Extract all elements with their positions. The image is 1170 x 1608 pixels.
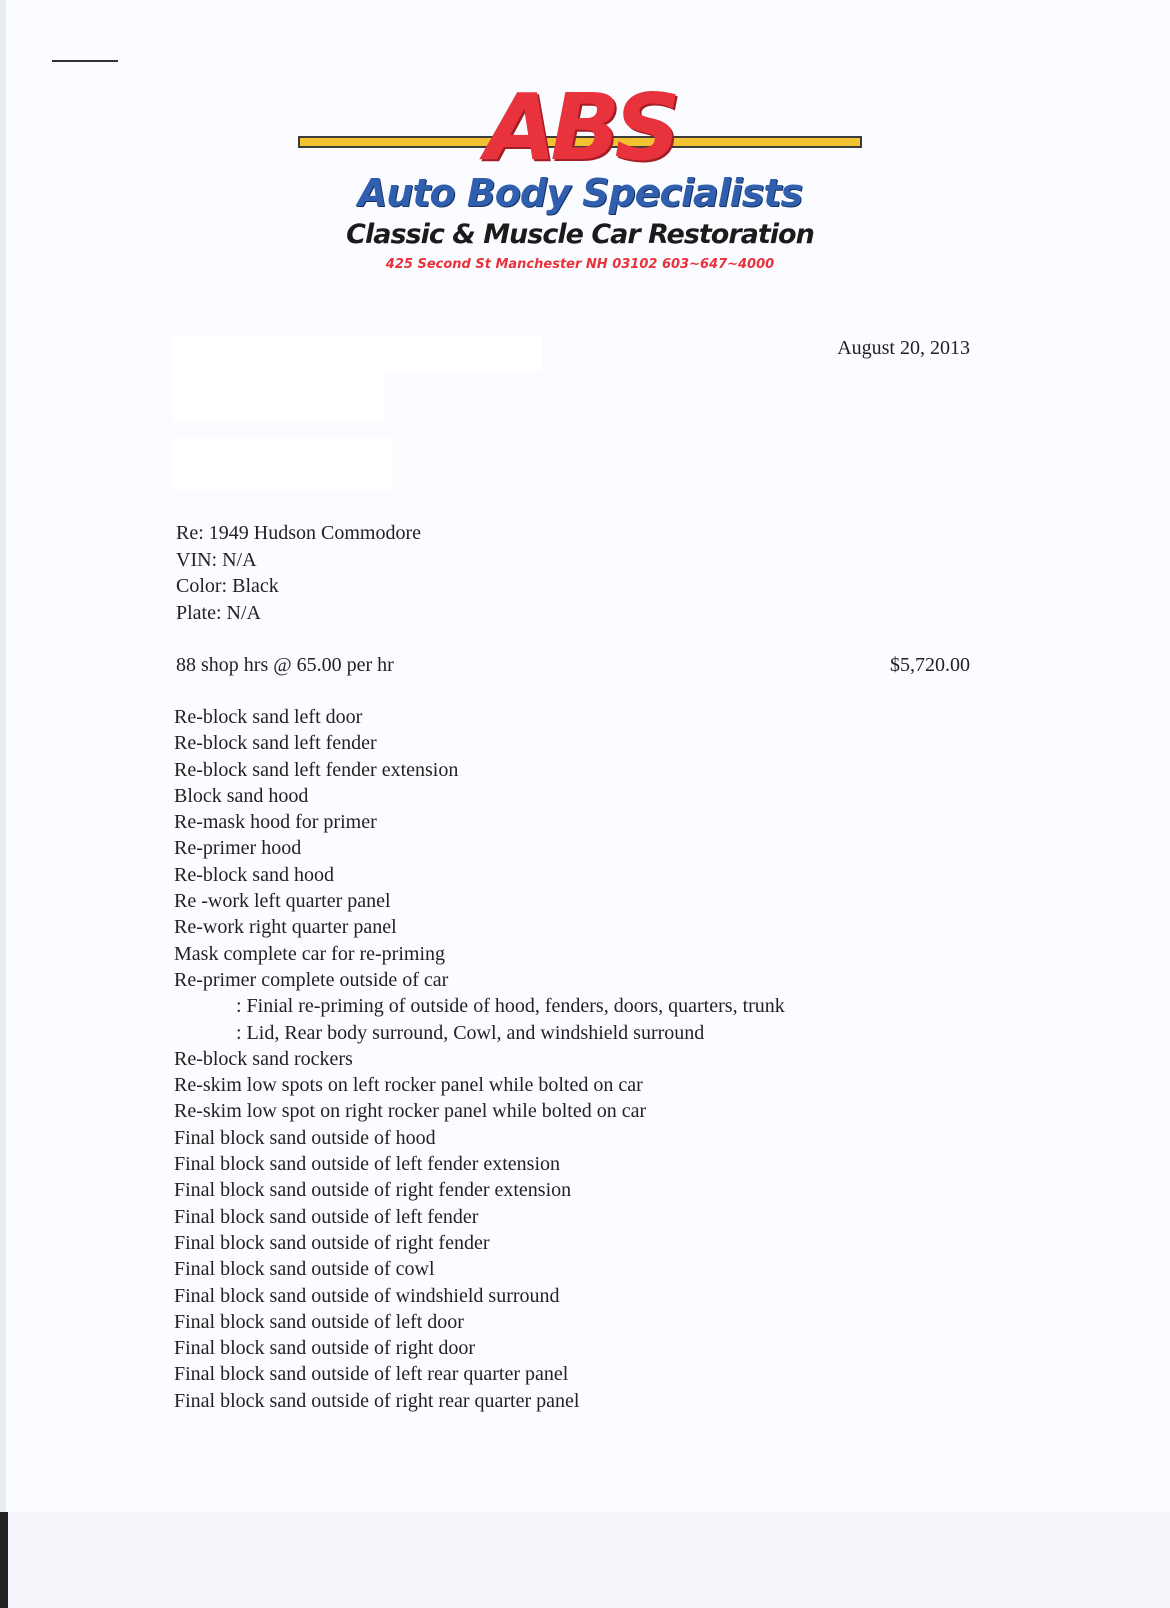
- work-item: Re-primer complete outside of car: [174, 968, 449, 991]
- scan-edge-left: [0, 0, 6, 1608]
- work-items-list: [174, 704, 894, 1414]
- vehicle-info: [176, 520, 776, 626]
- work-item: Final block sand outside of left door: [174, 1310, 464, 1333]
- vehicle-vin: VIN: N/A: [176, 548, 257, 571]
- work-item: Final block sand outside of hood: [174, 1126, 436, 1149]
- work-item: Final block sand outside of left fender extension: [174, 1153, 561, 1176]
- work-item: Block sand hood: [174, 784, 309, 807]
- work-item: Mask complete car for re-priming: [174, 942, 446, 965]
- work-item: Final block sand outside of right fender: [174, 1231, 490, 1254]
- work-item: Final block sand outside of right fender extension: [174, 1179, 572, 1202]
- work-item: Re-mask hood for primer: [174, 811, 377, 834]
- corner-mark: [52, 60, 118, 62]
- work-item: Re-primer hood: [174, 837, 302, 860]
- work-item: Final block sand outside of right rear quarter panel: [174, 1389, 580, 1412]
- redacted-recipient-line-3: [172, 438, 392, 490]
- work-item: Re-block sand left fender: [174, 732, 377, 755]
- redacted-recipient-line-1: [172, 335, 542, 371]
- work-item: Re-block sand rockers: [174, 1047, 353, 1070]
- work-item: : Lid, Rear body surround, Cowl, and windshield surround: [236, 1021, 705, 1044]
- work-item: Re-work right quarter panel: [174, 916, 397, 939]
- vehicle-plate: Plate: N/A: [176, 601, 261, 624]
- logo-tagline: Classic & Muscle Car Restoration: [346, 219, 814, 250]
- scan-edge-bottom: [0, 1512, 1170, 1608]
- work-item: Final block sand outside of left fender: [174, 1205, 479, 1228]
- work-item: Final block sand outside of windshield surround: [174, 1284, 560, 1307]
- work-item: Final block sand outside of left rear quarter panel: [174, 1363, 569, 1386]
- vehicle-color: Color: Black: [176, 575, 279, 597]
- logo-abs-text: ABS: [485, 74, 675, 181]
- work-item: Re -work left quarter panel: [174, 890, 391, 913]
- work-item: Re-block sand left door: [174, 706, 363, 728]
- work-item: Re-block sand hood: [174, 863, 334, 886]
- work-item: Final block sand outside of cowl: [174, 1258, 435, 1281]
- work-item: Re-block sand left fender extension: [174, 758, 459, 781]
- labor-description: 88 shop hrs @ 65.00 per hr: [176, 654, 394, 676]
- labor-line: [176, 652, 970, 680]
- vehicle-re: Re: 1949 Hudson Commodore: [176, 522, 421, 544]
- work-item: Final block sand outside of right door: [174, 1337, 476, 1360]
- labor-total: $5,720.00: [890, 654, 970, 676]
- logo-address: 425 Second St Manchester NH 03102 603~647~4000: [385, 257, 775, 272]
- work-item: Re-skim low spots on left rocker panel while bolted on car: [174, 1074, 643, 1097]
- letter-date: August 20, 2013: [837, 337, 970, 359]
- logo-company-name: Auto Body Specialists: [357, 171, 803, 215]
- work-item: Re-skim low spot on right rocker panel while bolted on car: [174, 1100, 647, 1123]
- scan-edge-shadow: [0, 1512, 8, 1608]
- redacted-recipient-line-2: [172, 371, 384, 421]
- company-logo: [290, 74, 870, 290]
- work-item: : Finial re-priming of outside of hood, fenders, doors, quarters, trunk: [236, 995, 785, 1018]
